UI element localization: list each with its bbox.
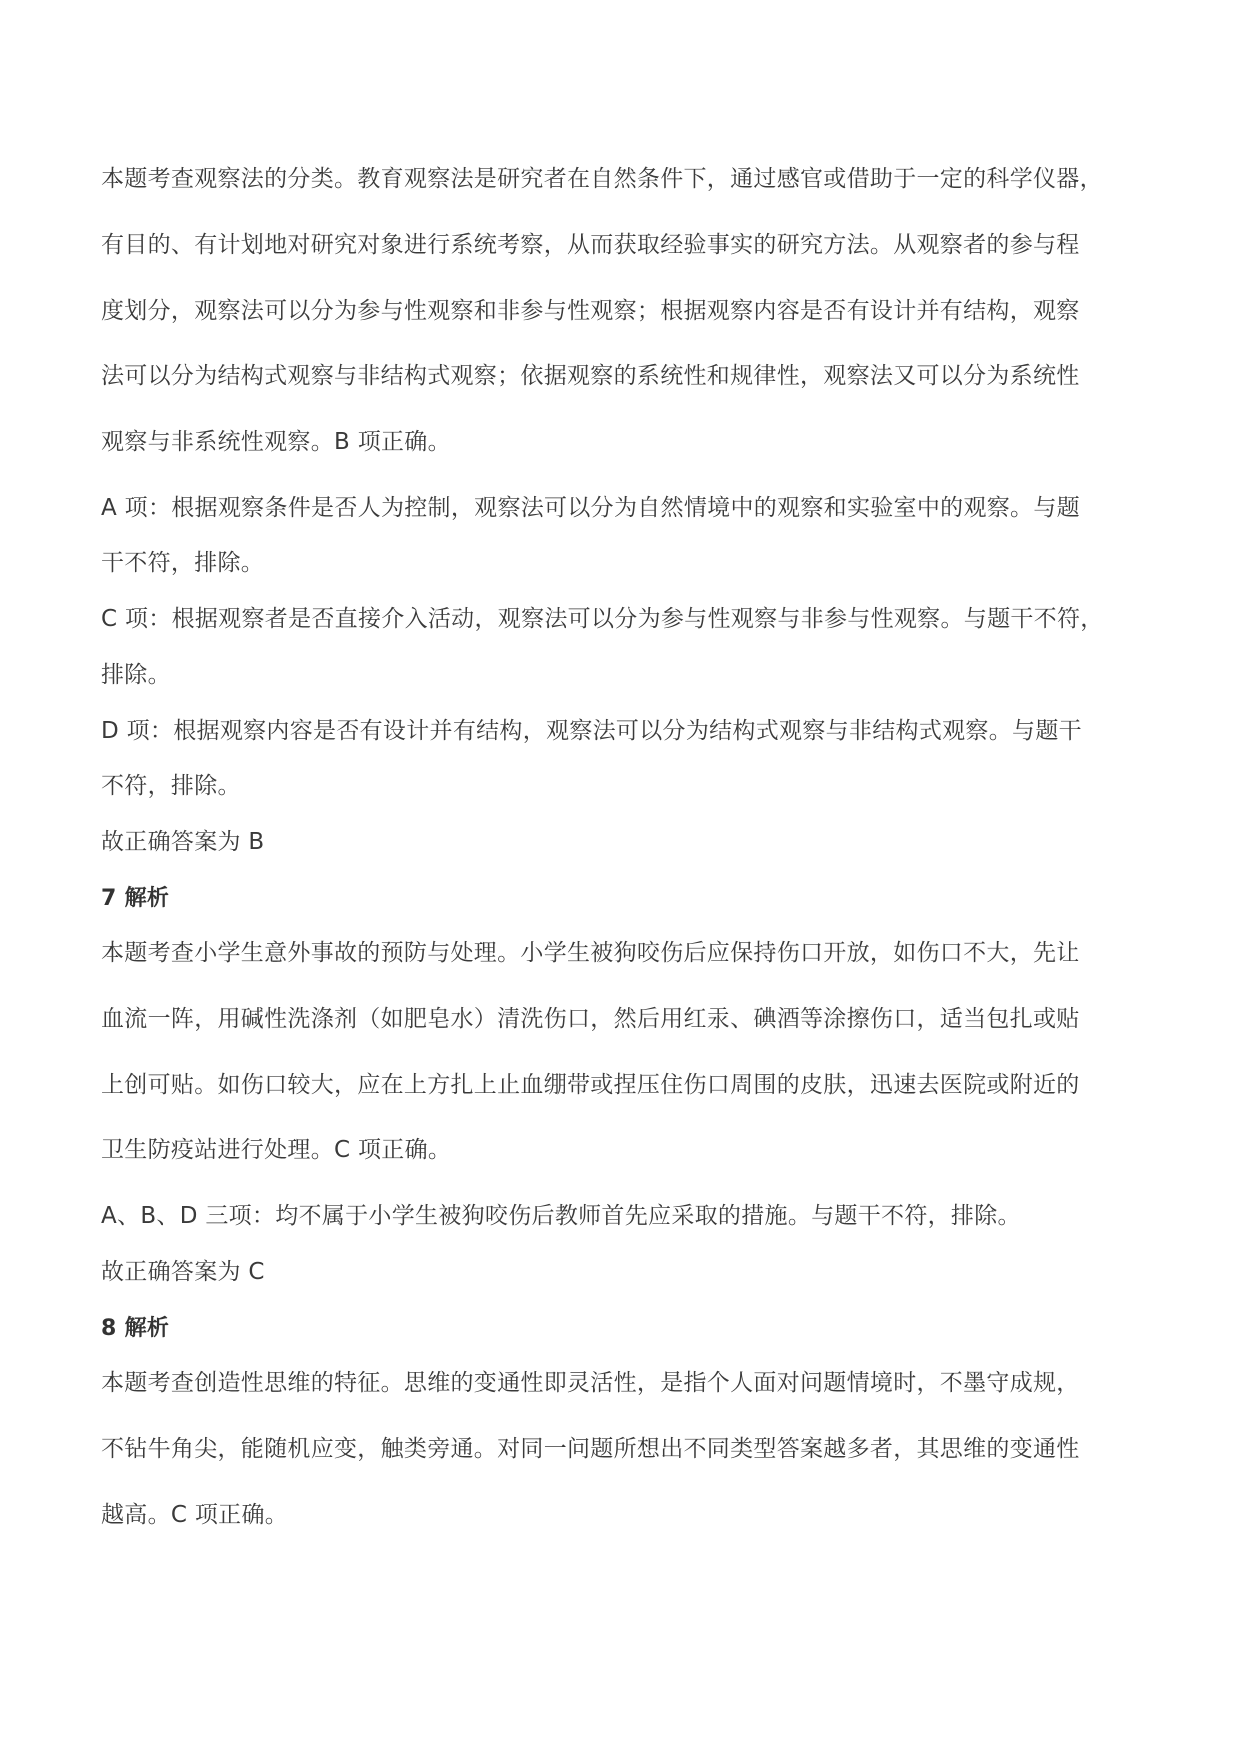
paragraph-line: A、B、D 三项：均不属于小学生被狗咬伤后教师首先应采取的措施。与题干不符，排除。 [101, 1203, 1021, 1229]
paragraph-line: 排除。 [101, 662, 171, 688]
paragraph-line: 卫生防疫站进行处理。C 项正确。 [101, 1137, 452, 1163]
paragraph-line: 不钻牛角尖，能随机应变，触类旁通。对同一问题所想出不同类型答案越多者，其思维的变通性 [101, 1436, 1080, 1462]
paragraph-line: 本题考查观察法的分类。教育观察法是研究者在自然条件下，通过感官或借助于一定的科学仪器， [101, 166, 1103, 192]
paragraph-line: A 项：根据观察条件是否人为控制，观察法可以分为自然情境中的观察和实验室中的观察。与题 [101, 495, 1080, 521]
paragraph-line: 度划分，观察法可以分为参与性观察和非参与性观察；根据观察内容是否有设计并有结构，观察 [101, 298, 1080, 324]
paragraph-line: 上创可贴。如伤口较大，应在上方扎上止血绷带或捏压住伤口周围的皮肤，迅速去医院或附近的 [101, 1072, 1080, 1098]
paragraph-line: 有目的、有计划地对研究对象进行系统考察，从而获取经验事实的研究方法。从观察者的参与程 [101, 232, 1080, 258]
paragraph-line: 本题考查小学生意外事故的预防与处理。小学生被狗咬伤后应保持伤口开放，如伤口不大，先让 [101, 940, 1080, 966]
section-heading: 8 解析 [101, 1316, 170, 1341]
paragraph-line: 不符，排除。 [101, 773, 241, 799]
answer-line: 故正确答案为 C [101, 1259, 265, 1285]
paragraph-line: 本题考查创造性思维的特征。思维的变通性即灵活性，是指个人面对问题情境时，不墨守成规， [101, 1370, 1080, 1396]
paragraph-line: 法可以分为结构式观察与非结构式观察；依据观察的系统性和规律性，观察法又可以分为系统性 [101, 363, 1080, 389]
paragraph-line: 观察与非系统性观察。B 项正确。 [101, 429, 451, 455]
paragraph-line: 血流一阵，用碱性洗涤剂（如肥皂水）清洗伤口，然后用红汞、碘酒等涂擦伤口，适当包扎或贴 [101, 1006, 1080, 1032]
answer-line: 故正确答案为 B [101, 829, 265, 855]
paragraph-line: D 项：根据观察内容是否有设计并有结构，观察法可以分为结构式观察与非结构式观察。与题干 [101, 718, 1082, 744]
paragraph-line: C 项：根据观察者是否直接介入活动，观察法可以分为参与性观察与非参与性观察。与题干不符， [101, 606, 1104, 632]
paragraph-line: 干不符，排除。 [101, 550, 265, 576]
section-heading: 7 解析 [101, 886, 170, 911]
paragraph-line: 越高。C 项正确。 [101, 1502, 289, 1528]
